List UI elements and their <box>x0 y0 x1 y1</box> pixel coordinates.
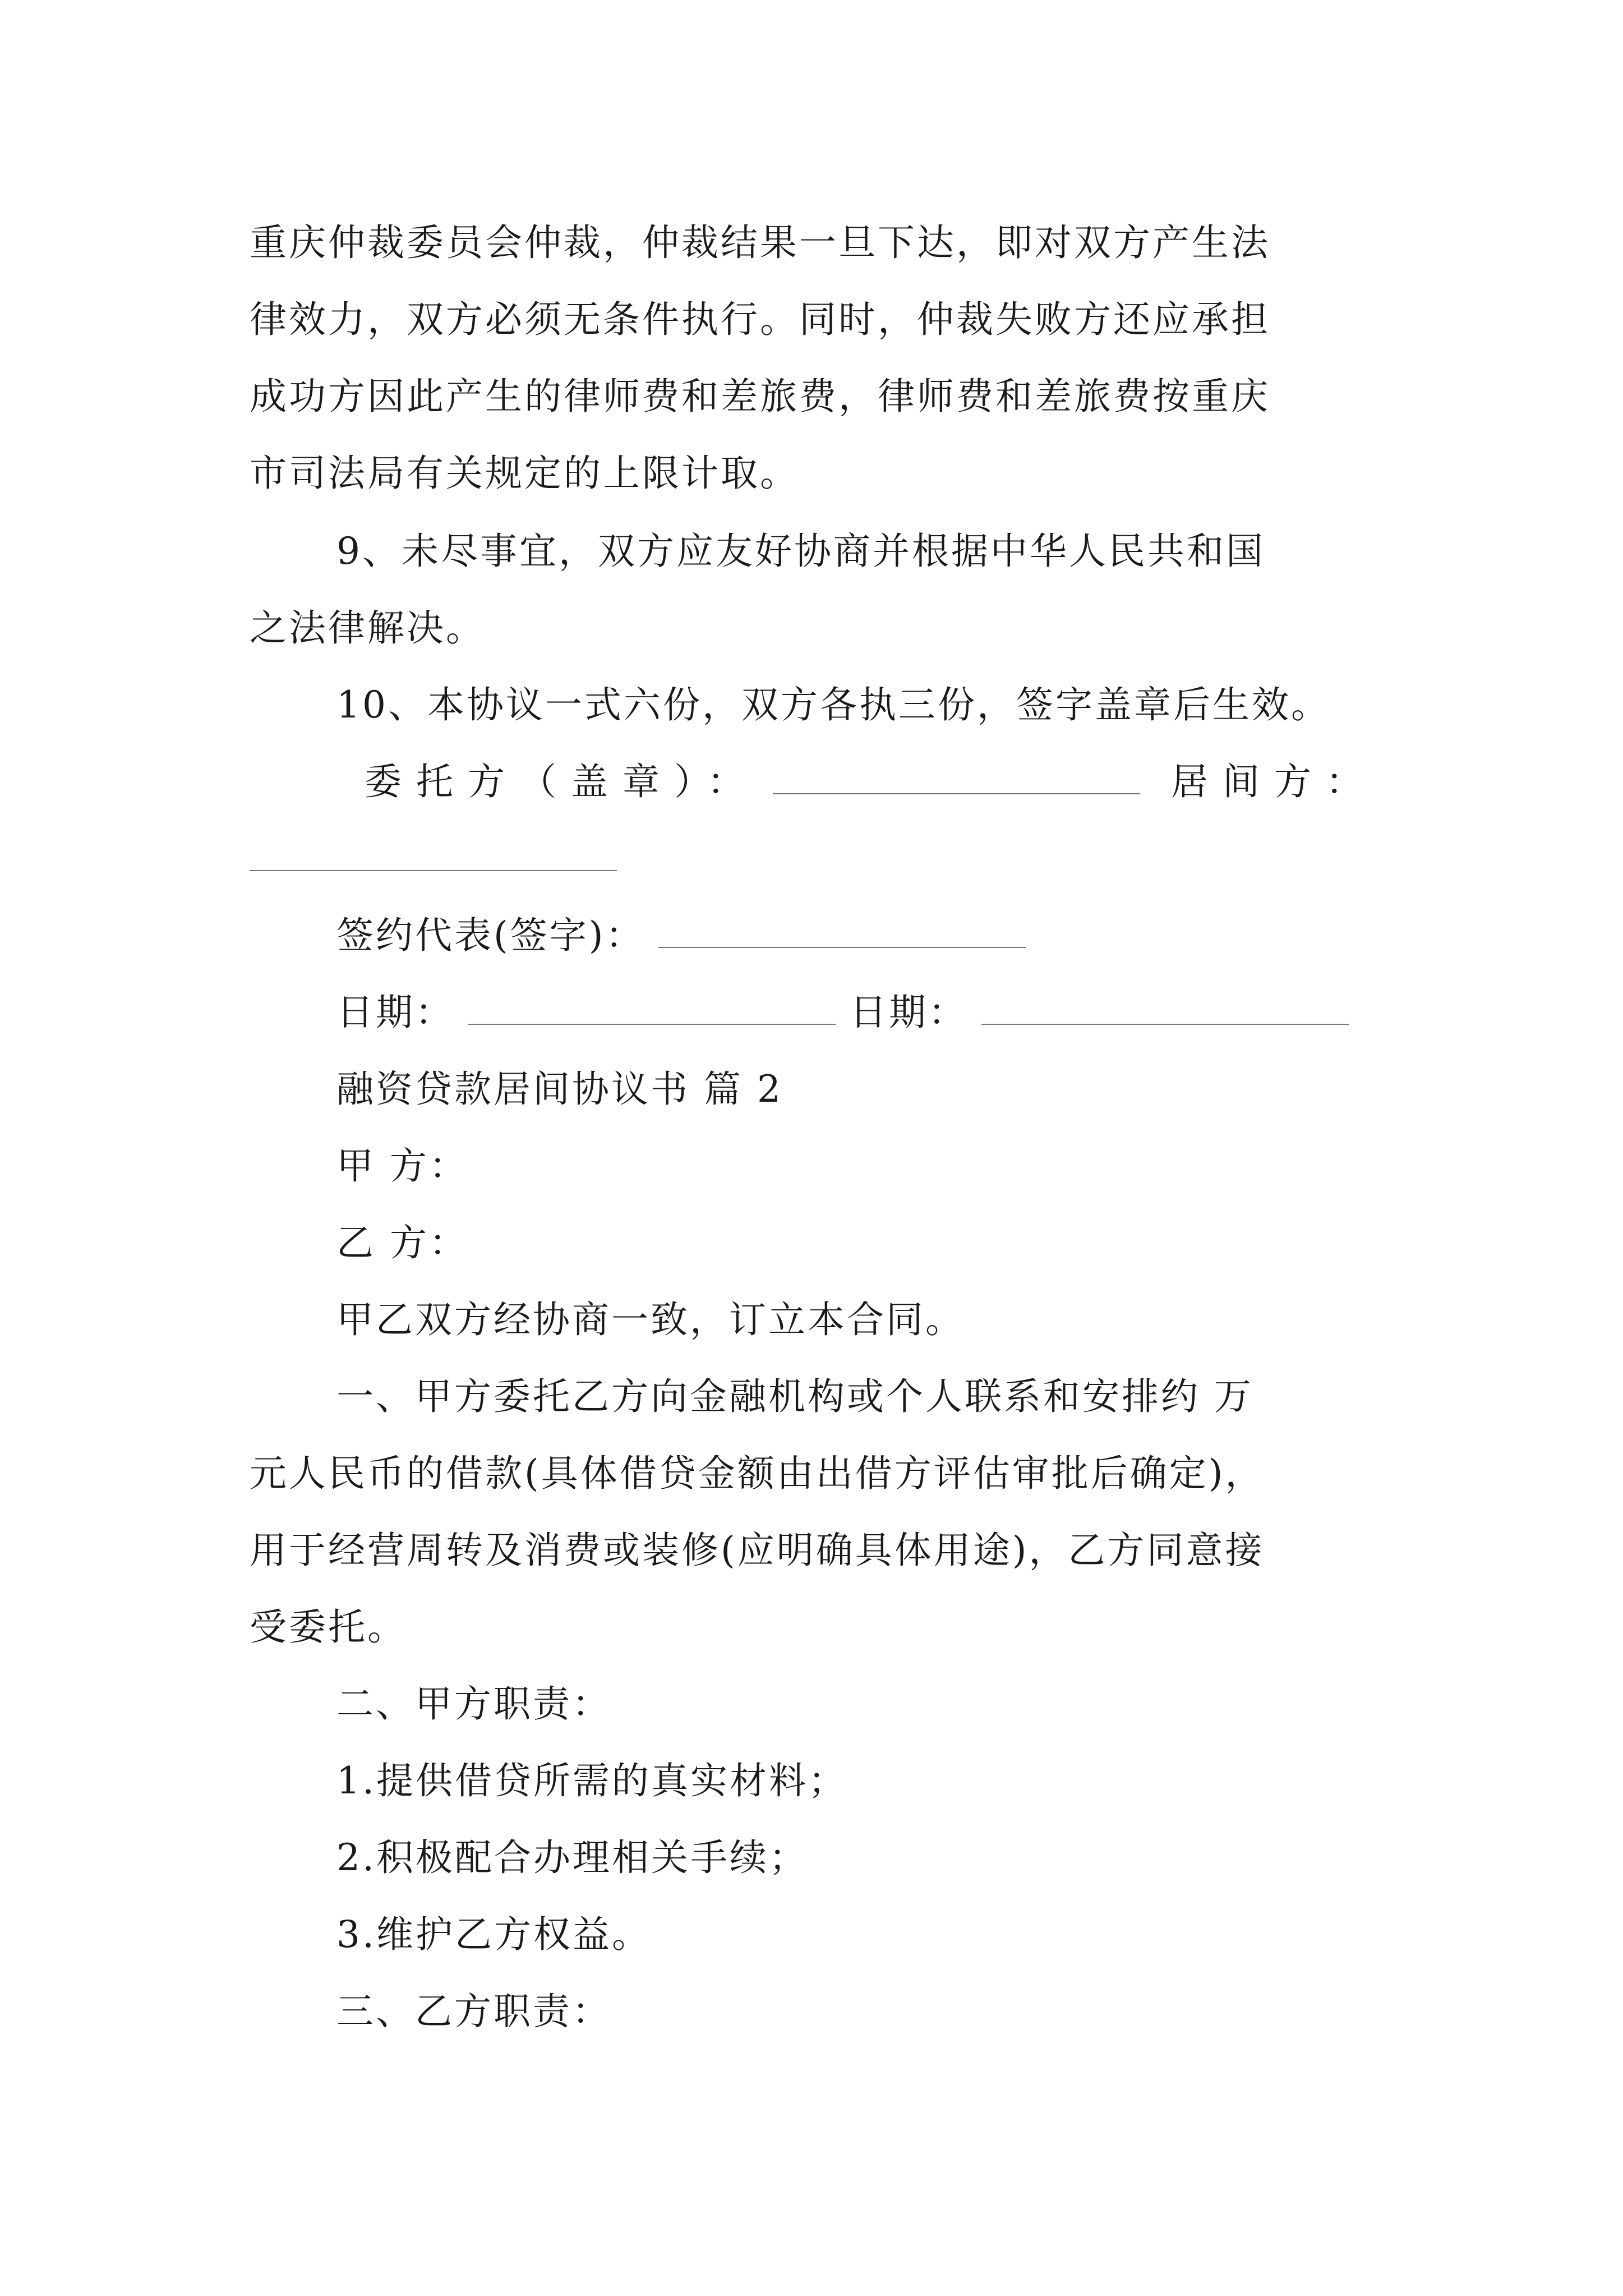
article-1-line: 元人民币的借款(具体借贷金额由出借方评估审批后确定)， <box>250 1452 1265 1495</box>
article-2-item: 2.积极配合办理相关手续； <box>336 1836 808 1879</box>
section-title: 融资贷款居间协议书 篇 2 <box>336 1068 783 1111</box>
paragraph-line: 律效力，双方必须无条件执行。同时，仲裁失败方还应承担 <box>250 298 1270 341</box>
article-2-title: 二、甲方职责： <box>336 1682 611 1726</box>
date-label-2: 日期： <box>849 991 967 1034</box>
contract-intro: 甲乙双方经协商一致，订立本合同。 <box>336 1298 965 1341</box>
broker-seal-blank <box>250 836 617 871</box>
article-1-line: 受委托。 <box>250 1605 407 1649</box>
date-label-1: 日期： <box>336 991 454 1034</box>
article-2-item: 1.提供借贷所需的真实材料； <box>336 1759 847 1802</box>
date-row <box>336 987 1349 1038</box>
date-blank-2 <box>981 990 1349 1025</box>
article-3-title: 三、乙方职责： <box>336 1990 611 2033</box>
broker-label: 居间方： <box>1170 760 1377 803</box>
client-seal-label: 委托方（盖章）： <box>365 760 759 803</box>
paragraph-line: 市司法局有关规定的上限计取。 <box>250 452 799 495</box>
broker-blank-row <box>250 834 617 884</box>
clause-9-line: 之法律解决。 <box>250 606 485 650</box>
paragraph-line: 重庆仲裁委员会仲裁，仲裁结果一旦下达，即对双方产生法 <box>250 221 1270 264</box>
representative-blank <box>658 913 1026 948</box>
clause-10: 10、本协议一式六份，双方各执三份，签字盖章后生效。 <box>336 683 1330 726</box>
date-blank-1 <box>468 990 836 1025</box>
representative-row <box>336 910 1026 961</box>
article-2-item: 3.维护乙方权益。 <box>336 1913 651 1956</box>
party-a-label: 甲 方： <box>336 1144 468 1188</box>
article-1-line: 一、甲方委托乙方向金融机构或个人联系和安排约 万 <box>336 1375 1253 1418</box>
paragraph-line: 成功方因此产生的律师费和差旅费，律师费和差旅费按重庆 <box>250 375 1270 418</box>
client-seal-blank <box>773 760 1140 794</box>
party-b-label: 乙 方： <box>336 1221 468 1264</box>
clause-9-line: 9、未尽事宜，双方应友好协商并根据中华人民共和国 <box>336 530 1265 573</box>
article-1-line: 用于经营周转及消费或装修(应明确具体用途)，乙方同意接 <box>250 1529 1265 1572</box>
client-seal-row <box>365 757 1377 807</box>
representative-label: 签约代表(签字)： <box>336 914 645 957</box>
